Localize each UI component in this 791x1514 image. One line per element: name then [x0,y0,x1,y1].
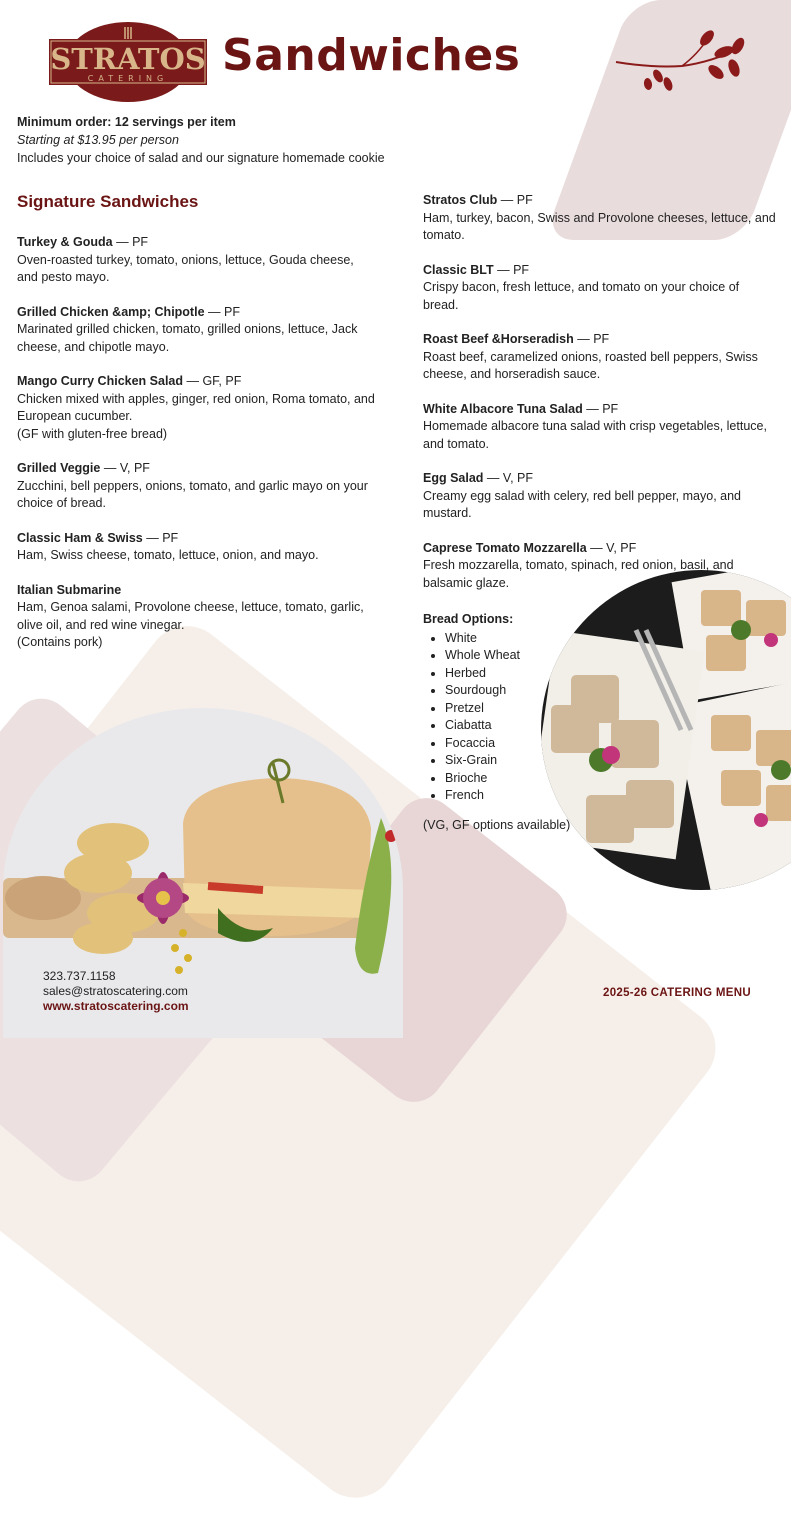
intro-block [17,113,385,167]
bread-options [423,611,570,834]
item-description: Roast beef, caramelized onions, roasted bell peppers, Swiss cheese, and horseradish sauce. [423,349,758,381]
logo-subtext: CATERING [87,74,169,83]
item-description: Zucchini, bell peppers, onions, tomato, and garlic mayo on your choice of bread. [17,478,368,510]
list-item: • Whole Wheat [445,647,570,665]
item-tag: — PF [497,193,533,207]
item-description: Oven-roasted turkey, tomato, onions, lettuce, Gouda cheese, and pesto mayo. [17,252,354,284]
stratos-logo [47,21,209,103]
contact-info [43,969,189,1014]
list-item: • Six-Grain [445,752,570,770]
starting-price: Starting at $13.95 per person [17,133,179,147]
item-name: Caprese Tomato Mozzarella [423,540,587,555]
item-name: Roast Beef &Horseradish [423,332,574,346]
bread-options-note: (VG, GF options available) [423,817,571,832]
item-name: Egg Salad [423,471,484,485]
item-description: Marinated grilled chicken, tomato, grilled onions, lettuce, Jack cheese, and chipotle mayo. [17,322,358,354]
item-description: Chicken mixed with apples, ginger, red onion, Roma tomato, and European cucumber. [17,391,375,423]
menu-item [423,401,778,454]
list-item: • Herbed [445,665,570,683]
menu-column-right [423,192,778,609]
item-tag: — PF [573,332,610,346]
list-item: • French [445,787,570,805]
menu-item [17,582,377,652]
menu-item [423,331,778,384]
item-tag: — V, PF [483,471,533,485]
item-tag: — PF [493,262,530,277]
item-tag: — PF [112,235,149,249]
email-address[interactable]: sales@stratoscatering.com [43,984,188,998]
item-name: Stratos Club [423,193,498,207]
page-title: Sandwiches [222,30,521,81]
item-tag: — V, PF [586,540,637,555]
item-description: Ham, Genoa salami, Provolone cheese, lettuce, tomato, garlic, olive oil, and red wine vinegar. [17,600,364,632]
item-tag: — PF [204,304,240,319]
item-tag: — PF [582,401,619,416]
item-description: Fresh mozzarella, tomato, spinach, red onion, basil, and balsamic glaze. [423,558,734,590]
item-description: Creamy egg salad with celery, red bell pepper, mayo, and mustard. [423,488,741,520]
list-item: • White [445,630,570,648]
list-item: • Brioche [445,770,570,788]
list-item: • Pretzel [445,700,570,718]
item-description: Ham, turkey, bacon, Swiss and Provolone cheeses, lettuce, and tomato. [423,210,776,242]
menu-item [17,530,377,565]
item-note: (Contains pork) [17,635,103,649]
item-name: Italian Submarine [17,582,122,597]
item-description: Crispy bacon, fresh lettuce, and tomato on your choice of bread. [423,280,740,312]
bread-options-list [423,630,570,805]
menu-item [423,470,778,523]
menu-item [17,373,377,443]
item-name: Grilled Veggie [17,461,101,475]
bread-options-title: Bread Options: [423,612,514,626]
footer-menu-year: 2025-26 CATERING MENU [603,987,751,999]
menu-item [17,460,377,513]
includes-text: Includes your choice of salad and our signature homemade cookie [17,151,385,165]
list-item: • Sourdough [445,682,570,700]
item-name: Turkey & Gouda [17,235,113,249]
section-title: Signature Sandwiches [17,192,199,211]
menu-column-left [17,234,377,669]
website-link[interactable]: www.stratoscatering.com [43,999,189,1013]
list-item: • Focaccia [445,735,570,753]
item-tag: — PF [142,530,179,545]
phone-number[interactable]: 323.737.1158 [43,969,116,983]
item-description: Ham, Swiss cheese, tomato, lettuce, onion, and mayo. [17,548,319,562]
item-description: Homemade albacore tuna salad with crisp vegetables, lettuce, and tomato. [423,419,767,451]
item-tag: — V, PF [100,461,150,475]
menu-item [423,262,778,315]
sandwich-platter-photo [541,570,791,890]
item-name: Classic BLT [423,262,494,277]
item-name: Mango Curry Chicken Salad [17,374,184,388]
item-name: Classic Ham & Swiss [17,530,143,545]
menu-item [17,304,377,357]
item-tag: — GF, PF [183,374,242,388]
minimum-order: Minimum order: 12 servings per item [17,115,236,129]
item-note: (GF with gluten-free bread) [17,426,168,441]
menu-item [17,234,377,287]
leaf-branch-icon [612,26,752,102]
logo-text: STRATOS [50,42,206,76]
item-name: Grilled Chicken &amp; Chipotle [17,304,205,319]
item-name: White Albacore Tuna Salad [423,401,583,416]
menu-item [423,192,778,245]
list-item: • Ciabatta [445,717,570,735]
